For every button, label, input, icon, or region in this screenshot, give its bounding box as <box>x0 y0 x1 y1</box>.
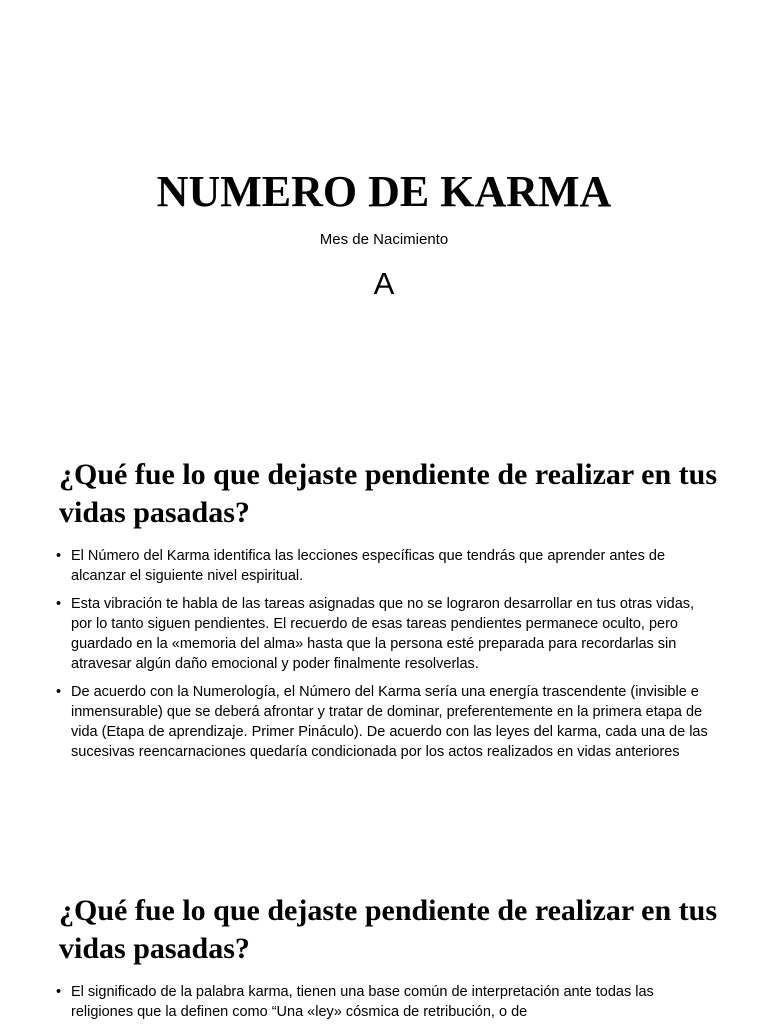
title-slide <box>0 0 768 432</box>
bullet-list <box>56 546 716 770</box>
subtitle: Mes de Nacimiento <box>319 231 449 248</box>
bullet-text: El Número del Karma identifica las lecciones específicas que tendrás que aprender antes de alcanzar el siguiente nivel espiritual. <box>71 548 666 584</box>
bullet-dot: • <box>56 684 62 700</box>
bullet-item <box>56 594 716 674</box>
karma-letter: A <box>373 266 395 301</box>
content-slide-2 <box>0 864 768 1024</box>
bullet-text: Esta vibración te habla de las tareas asignadas que no se lograron desarrollar en tus otras vidas, por lo tanto siguen pendientes. El recuerdo de esas tareas pendientes permanece oculto, pero guardado en la «memoria del alma» hasta que la persona esté preparada para recordarlas sin atravesar algún daño emocional y poder finalmente resolverlas. <box>71 596 695 672</box>
bullet-dot: • <box>56 984 62 1000</box>
bullet-list <box>56 982 716 1024</box>
bullet-item <box>56 982 716 1022</box>
bullet-item <box>56 682 716 762</box>
bullet-item <box>56 546 716 586</box>
section-heading: ¿Qué fue lo que dejaste pendiente de realizar en tus vidas pasadas? <box>59 458 718 529</box>
section-heading: ¿Qué fue lo que dejaste pendiente de realizar en tus vidas pasadas? <box>59 894 718 965</box>
bullet-text: El significado de la palabra karma, tienen una base común de interpretación ante todas las religiones que la definen como “Una «ley» cósmica de retribución, o de <box>71 984 654 1020</box>
bullet-dot: • <box>56 548 62 564</box>
bullet-text: De acuerdo con la Numerología, el Número del Karma sería una energía trascendente (invisible e inmensurable) que se deberá afrontar y tratar de dominar, preferentemente en la primera etapa de vida (Etapa de aprendizaje. Primer Pináculo). De acuerdo con las leyes del karma, cada una de las sucesivas reencarnaciones quedaría condicionada por los actos realizados en vidas anteriores <box>71 684 708 760</box>
page-title: NUMERO DE KARMA <box>156 167 612 216</box>
bullet-dot: • <box>56 596 62 612</box>
content-slide-1 <box>0 432 768 864</box>
